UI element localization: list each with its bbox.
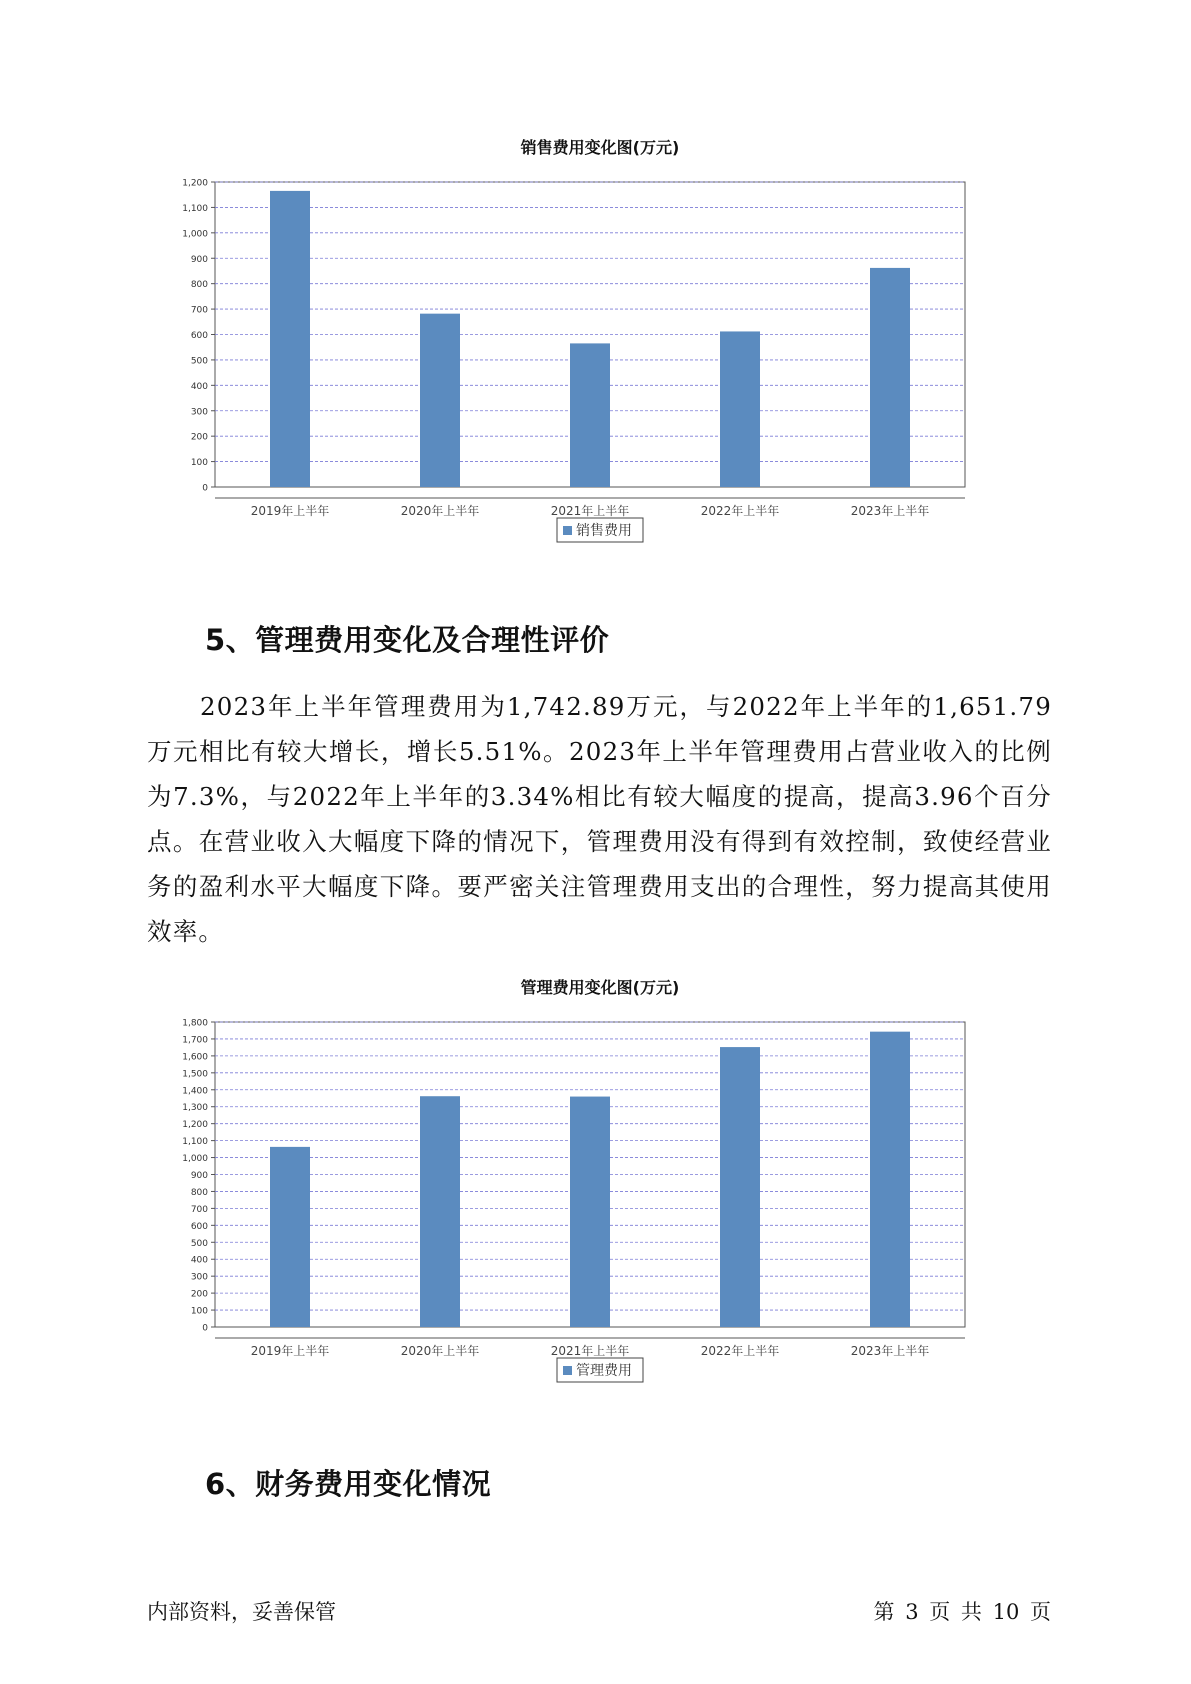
- y-tick-label: 0: [202, 483, 208, 494]
- bar: [870, 268, 910, 487]
- x-tick-label: 2020年上半年: [400, 504, 480, 518]
- y-tick-label: 100: [190, 1306, 208, 1317]
- x-tick-label: 2021年上半年: [550, 1344, 630, 1358]
- bar: [720, 1047, 760, 1327]
- admin-expense-paragraph: 2023年上半年管理费用为1,742.89万元，与2022年上半年的1,651.79万元相比有较大增长，增长5.51%。2023年上半年管理费用占营业收入的比例为7.3%，与2022年上半年的3.34%相比有较大幅度的提高，提高3.96个百分点。在营业收入大幅度下降的情况下，管理费用没有得到有效控制，致使经营业务的盈利水平大幅度下降。要严密关注管理费用支出的合理性，努力提高其使用效率。: [147, 692, 1052, 946]
- x-tick-label: 2021年上半年: [550, 504, 630, 518]
- y-tick-label: 1,100: [182, 203, 208, 214]
- sales-expense-chart-svg: [160, 130, 1040, 550]
- footer-page-number: 第 3 页 共 10 页: [873, 1600, 1051, 1624]
- y-tick-label: 300: [190, 407, 208, 418]
- x-tick-label: 2019年上半年: [250, 504, 330, 518]
- x-tick-label: 2020年上半年: [400, 1344, 480, 1358]
- y-tick-label: 600: [190, 1221, 208, 1232]
- y-tick-label: 200: [190, 432, 208, 443]
- bar: [720, 331, 760, 487]
- y-tick-label: 900: [190, 1171, 208, 1181]
- x-tick-label: 2019年上半年: [250, 1344, 330, 1358]
- y-tick-label: 1,200: [182, 1120, 208, 1131]
- y-tick-label: 700: [190, 1204, 208, 1215]
- y-tick-label: 1,100: [182, 1137, 208, 1148]
- admin-expense-chart-svg: [160, 970, 1040, 1390]
- sales-expense-chart: [160, 130, 1040, 550]
- y-tick-label: 200: [190, 1289, 208, 1300]
- y-tick-label: 400: [190, 1255, 208, 1266]
- y-tick-label: 300: [190, 1272, 208, 1283]
- legend-label: 销售费用: [576, 523, 632, 539]
- bar: [870, 1032, 910, 1327]
- legend-label: 管理费用: [576, 1363, 632, 1379]
- y-tick-label: 800: [190, 280, 208, 291]
- legend-swatch: [563, 1366, 572, 1375]
- y-tick-label: 0: [202, 1323, 208, 1334]
- y-tick-label: 1,200: [182, 178, 208, 189]
- chart-title: 销售费用变化图(万元): [520, 138, 680, 157]
- y-tick-label: 500: [190, 1238, 208, 1249]
- y-tick-label: 800: [190, 1187, 208, 1198]
- x-tick-label: 2022年上半年: [700, 504, 780, 518]
- y-tick-label: 1,800: [182, 1018, 208, 1029]
- footer-confidential-note: 内部资料，妥善保管: [147, 1600, 336, 1624]
- y-tick-label: 100: [190, 458, 208, 469]
- y-tick-label: 400: [190, 381, 208, 392]
- y-tick-label: 500: [190, 356, 208, 367]
- x-tick-label: 2023年上半年: [850, 504, 930, 518]
- y-tick-label: 1,600: [182, 1052, 208, 1063]
- bar: [420, 1096, 460, 1327]
- bar: [270, 1147, 310, 1327]
- y-tick-label: 1,700: [182, 1035, 208, 1046]
- x-tick-label: 2022年上半年: [700, 1344, 780, 1358]
- y-tick-label: 1,500: [182, 1069, 208, 1080]
- y-tick-label: 1,000: [182, 1154, 208, 1165]
- bar: [570, 1097, 610, 1327]
- bar: [570, 343, 610, 487]
- y-tick-label: 1,400: [182, 1086, 208, 1097]
- admin-expense-chart: [160, 970, 1040, 1390]
- y-tick-label: 700: [190, 305, 208, 316]
- chart-title: 管理费用变化图(万元): [520, 978, 680, 997]
- y-tick-label: 900: [190, 254, 208, 265]
- x-tick-label: 2023年上半年: [850, 1344, 930, 1358]
- bar: [270, 191, 310, 487]
- finance-expense-heading: 6、财务费用变化情况: [205, 1467, 492, 1501]
- y-tick-label: 1,300: [182, 1103, 208, 1114]
- y-tick-label: 1,000: [182, 229, 208, 240]
- bar: [420, 314, 460, 487]
- legend-swatch: [563, 526, 572, 535]
- admin-expense-heading: 5、管理费用变化及合理性评价: [205, 623, 610, 657]
- y-tick-label: 600: [190, 331, 208, 341]
